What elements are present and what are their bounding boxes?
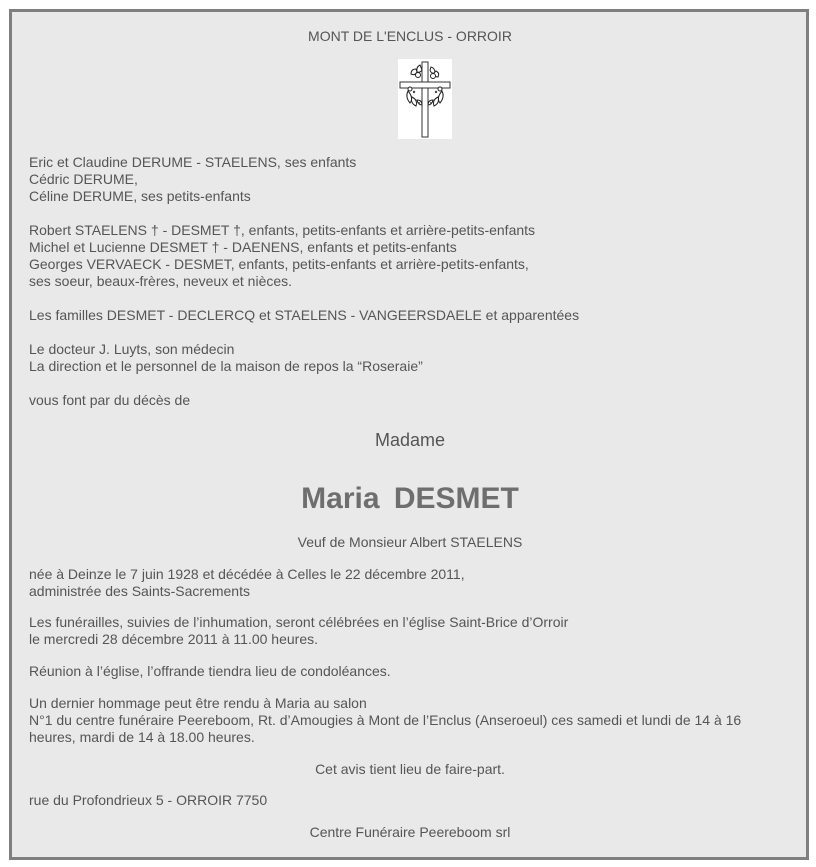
family-group-relatives [29,222,791,290]
obituary-card [9,9,809,860]
detail-line: née à Deinze le 7 juin 1928 et décédée à Celles le 22 décembre 2011, [29,566,465,582]
family-line: Robert STAELENS † - DESMET †, enfants, petits-enfants et arrière-petits-enfants [29,222,536,238]
detail-line: administrée des Saints-Sacrements [29,583,250,599]
family-line: Georges VERVAECK - DESMET, enfants, petits-enfants et arrière-petits-enfants, [29,256,529,272]
detail-line: le mercredi 28 décembre 2011 à 11.00 heures. [29,631,318,647]
family-line: Céline DERUME, ses petits-enfants [29,188,251,204]
detail-line: Un dernier hommage peut être rendu à Maria au salon [29,695,367,711]
announcement-intro: vous font par du décès de [29,392,191,408]
homage-info [29,695,791,746]
family-group-families [29,307,791,324]
spouse-line: Veuf de Monsieur Albert STAELENS [297,534,523,550]
family-line: La direction et le personnel de la maison de repos la “Roseraie” [29,358,423,374]
funeral-home-line: Centre Funéraire Peereboom srl [309,824,511,840]
honorific-title: Madame [374,430,446,450]
reunion-info: Réunion à l’église, l’offrande tiendra lieu de condoléances. [29,663,391,679]
family-group-children [29,154,791,205]
birth-death-info [29,566,791,600]
address-line: rue du Profondrieux 5 - ORROIR 7750 [29,792,268,808]
family-line: Cédric DERUME, [29,171,138,187]
family-group-care [29,341,791,375]
deceased-name: Maria DESMET [301,482,519,515]
family-line: ses soeur, beaux-frères, neveux et nièces. [29,273,293,289]
family-line: Eric et Claudine DERUME - STAELENS, ses enfants [29,154,357,170]
detail-line: N°1 du centre funéraire Peereboom, Rt. d’Amougies à Mont de l’Enclus (Anseroeul) ces samedi et lundi de 14 à 16 heures, mardi de 14 à 18.00 heures. [29,712,742,745]
notice-line: Cet avis tient lieu de faire-part. [315,761,505,777]
family-line: Le docteur J. Luyts, son médecin [29,341,235,357]
location-header: MONT DE L'ENCLUS - ORROIR [308,28,512,44]
funeral-info [29,614,791,648]
detail-line: Les funérailles, suivies de l’inhumation, seront célébrées en l’église Saint-Brice d’Orroir [29,614,569,630]
family-line: Michel et Lucienne DESMET † - DAENENS, enfants et petits-enfants [29,239,457,255]
family-line: Les familles DESMET - DECLERCQ et STAELENS - VANGEERSDAELE et apparentées [29,307,580,323]
cross-with-flowers-icon [398,59,452,139]
